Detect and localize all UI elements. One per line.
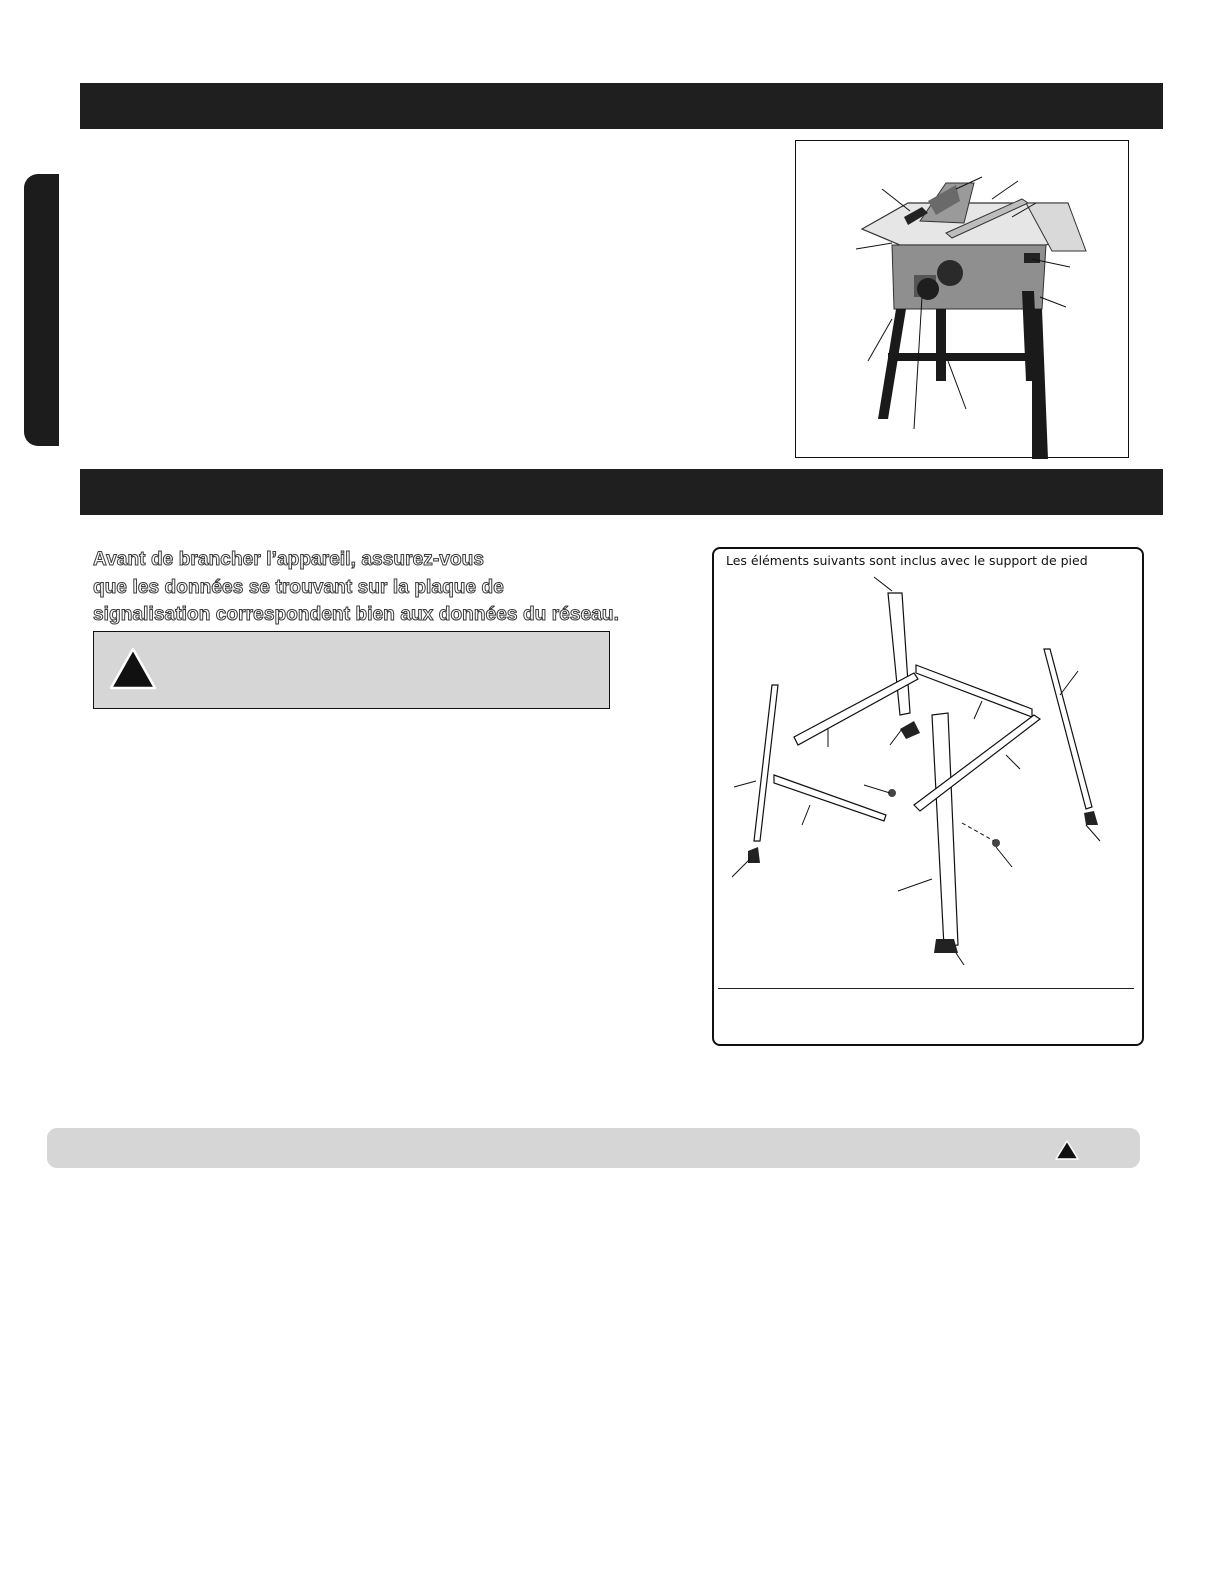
warning-box: [93, 631, 610, 709]
parts-caption: Les éléments suivants sont inclus avec le support de pied: [726, 553, 1088, 568]
notice-line-2: que les données se trouvant sur la plaque de: [93, 576, 504, 598]
side-language-tab: [24, 174, 59, 446]
table-saw-figure: [795, 140, 1129, 458]
parts-divider: [718, 988, 1134, 989]
stand-parts-figure: [712, 547, 1144, 1046]
stand-parts-illustration: [714, 549, 1142, 1044]
section-header-bar-2: [80, 469, 1163, 515]
table-saw-illustration: [796, 141, 1130, 459]
safety-heading-bar: [47, 1128, 1140, 1168]
power-connection-notice: [93, 546, 653, 629]
notice-line-1: Avant de brancher l’appareil, assurez-vous: [93, 549, 485, 570]
section-header-bar-1: [80, 83, 1163, 129]
notice-line-3: signalisation correspondent bien aux données du réseau.: [93, 604, 620, 625]
warning-triangle-icon: [108, 646, 158, 692]
warning-triangle-icon: [1055, 1140, 1079, 1160]
